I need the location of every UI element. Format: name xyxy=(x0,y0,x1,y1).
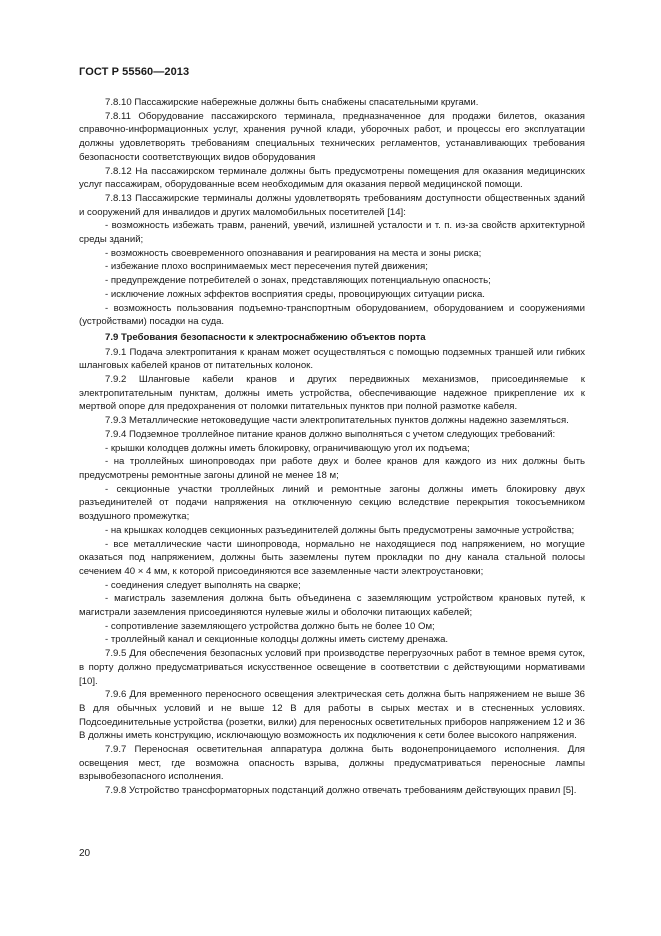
paragraph-7-8-10: 7.8.10 Пассажирские набережные должны быть снабжены спасательными кругами. xyxy=(105,97,479,108)
paragraph-7-8-12: 7.8.12 На пассажирском терминале должны быть предусмотрены помещения для оказания медицинских услуг пассажирам, оборудованные всем необходимым для оказания первой медицинской помощи. xyxy=(79,165,585,191)
list-item: - предупреждение потребителей о зонах, представляющих потенциальную опасность; xyxy=(105,275,491,287)
paragraph-7-9-3: 7.9.3 Металлические нетоковедущие части электропитательных пунктов должны надежно заземляться. xyxy=(105,415,569,427)
paragraph-7-9-7: 7.9.7 Переносная осветительная аппаратура должна быть водонепроницаемого исполнения. Для освещения мест, где возможна опасность взрыва, должны предусматриваться переносные лампы взрывобезопасного исполнения. xyxy=(79,744,585,783)
list-item: - на троллейных шинопроводах при работе двух и более кранов для каждого из них должны быть предусмотрены ремонтные загоны длиной не менее 18 м; xyxy=(79,456,585,481)
list-item: - троллейный канал и секционные колодцы должны иметь систему дренажа. xyxy=(105,634,449,646)
list-item: - крышки колодцев должны иметь блокировку, ограничивающую угол их подъема; xyxy=(105,442,470,454)
list-item: - сопротивление заземляющего устройства должно быть не более 10 Ом; xyxy=(105,620,435,632)
paragraph-7-8-13: 7.8.13 Пассажирские терминалы должны удовлетворять требованиям доступности общественных зданий и сооружений для инвалидов и других маломобильных посетителей [14]: xyxy=(79,192,585,218)
list-item: - возможность пользования подъемно-транспортным оборудованием, оборудованием и сооружениями (устройствами) посадки на суда. xyxy=(79,302,585,328)
section-heading-7-9: 7.9 Требования безопасности к электроснабжению объектов порта xyxy=(105,331,426,343)
list-item: - избежание плохо воспринимаемых мест пересечения путей движения; xyxy=(105,261,428,273)
list-item: - на крышках колодцев секционных разъединителей должны быть предусмотрены замочные устройства; xyxy=(105,524,575,536)
list-item: - соединения следует выполнять на сварке; xyxy=(105,579,301,591)
list-item: - все металлические части шинопровода, нормально не находящиеся под напряжением, но могущие оказаться под напряжением, должны быть заземлены путем прокладки по дну канала стальной полосы сечением 40 × 4 мм, к которой присоединяются все заземленные части электроустановки; xyxy=(79,538,585,577)
paragraph-7-9-4: 7.9.4 Подземное троллейное питание кранов должно выполняться с учетом следующих требований: xyxy=(105,428,556,440)
paragraph-7-9-1: 7.9.1 Подача электропитания к кранам может осуществляться с помощью подземных траншей или гибких шланговых кабелей кранов от питательных колонок. xyxy=(79,346,585,372)
document-header: ГОСТ Р 55560—2013 xyxy=(79,66,190,78)
page-number: 20 xyxy=(79,848,91,859)
paragraph-7-9-6: 7.9.6 Для временного переносного освещения электрическая сеть должна быть напряжением не выше 36 В для обычных условий и не выше 12 В для работы в сырых местах и в стесненных условиях. Подсоединительные устройства (розетки, вилки) для переносных осветительных приборов напряжением 12 и 36 В должны иметь конструкцию, исключающую возможность их подключения к сети более высокого напряжения. xyxy=(79,689,585,742)
list-item: - возможность своевременного опознавания и реагирования на места и зоны риска; xyxy=(105,247,482,259)
paragraph-7-9-2: 7.9.2 Шланговые кабели кранов и других передвижных механизмов, присоединяемые к электропитательным пунктам, должны иметь устройства, обеспечивающие надежное прикрепление их к мертвой опоре для предохранения от поломки питательных пунктов при полной размотке кабеля. xyxy=(79,374,585,413)
paragraph-7-9-5: 7.9.5 Для обеспечения безопасных условий при производстве перегрузочных работ в темное время суток, в порту должно предусматриваться искусственное освещение в соответствии с действующими нормативами [10]. xyxy=(79,648,585,687)
list-item: - исключение ложных эффектов восприятия среды, провоцирующих ситуации риска. xyxy=(105,288,485,300)
list-item: - возможность избежать травм, ранений, увечий, излишней усталости и т. п. из-за свойств архитектурной среды зданий; xyxy=(79,220,585,246)
paragraph-7-8-11: 7.8.11 Оборудование пассажирского терминала, предназначенное для продажи билетов, оказания справочно-информационных услуг, хранения ручной клади, уборочных работ, и процессы его эксплуатации должны удовлетворять требованиям специальных технических регламентов, устанавливающих требования безопасности соответствующих видов оборудования xyxy=(79,110,585,163)
list-item: - секционные участки троллейных линий и ремонтные загоны должны иметь блокировку двух разъединителей от подачи напряжения на отключенную секцию вследствие перекрытия токосъемником воздушного промежутка; xyxy=(79,483,585,523)
document-body xyxy=(79,96,585,798)
list-item: - магистраль заземления должна быть объединена с заземляющим устройством крановых путей, к магистрали заземления присоединяются нулевые жилы и оболочки питающих кабелей; xyxy=(79,593,585,619)
paragraph-7-9-8: 7.9.8 Устройство трансформаторных подстанций должно отвечать требованиям действующих правил [5]. xyxy=(105,785,577,797)
